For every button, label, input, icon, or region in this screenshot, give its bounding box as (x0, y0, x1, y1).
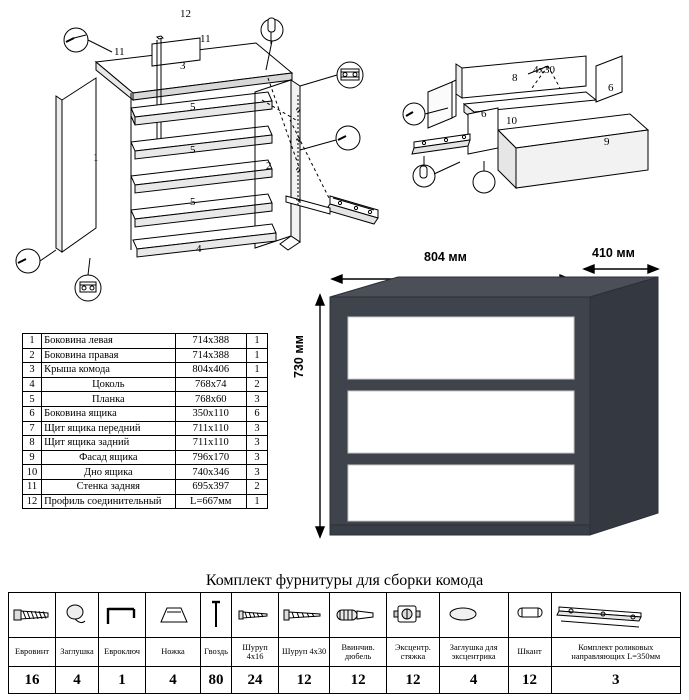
kit-count: 80 (201, 667, 232, 694)
cam-lock-icon (387, 593, 440, 638)
balloon-4: 4 (196, 243, 202, 255)
part-qty: 1 (246, 363, 267, 378)
table-row (23, 334, 268, 349)
table-row (23, 348, 268, 363)
kit-count: 24 (232, 667, 279, 694)
part-num: 12 (23, 494, 42, 509)
drawer-balloon-6-right: 6 (608, 82, 614, 94)
balloon-3: 3 (180, 60, 186, 72)
part-name: Профиль соединительный (42, 494, 176, 509)
drawer-balloon-8: 8 (512, 72, 518, 84)
part-qty: 6 (246, 406, 267, 421)
height-dimension-label: 730 мм (292, 335, 306, 378)
table-row (23, 479, 268, 494)
kit-label: Заглушка (56, 638, 99, 667)
part-qty: 3 (246, 421, 267, 436)
screw-4x16-icon (232, 593, 279, 638)
part-name: Боковина ящика (42, 406, 176, 421)
table-row (23, 494, 268, 509)
drawer-balloon-10: 10 (506, 115, 517, 127)
table-row (23, 450, 268, 465)
assembled-product-view (300, 245, 689, 570)
part-name: Планка (42, 392, 176, 407)
table-row (23, 392, 268, 407)
part-name: Дно ящика (42, 465, 176, 480)
kit-label: Гвоздь (201, 638, 232, 667)
part-name: Стенка задняя (42, 479, 176, 494)
allen-key-icon (99, 593, 146, 638)
part-size: 804х406 (175, 363, 246, 378)
drawer-slides-icon (551, 593, 680, 638)
table-row (23, 465, 268, 480)
kit-label: Шуруп 4х30 (279, 638, 330, 667)
kit-count: 12 (330, 667, 387, 694)
hardware-kit-table (8, 592, 681, 694)
euroscrew-icon (9, 593, 56, 638)
kit-icons-row (9, 593, 681, 638)
part-name: Щит ящика передний (42, 421, 176, 436)
balloon-5a: 5 (190, 101, 196, 113)
part-num: 2 (23, 348, 42, 363)
part-num: 9 (23, 450, 42, 465)
balloon-11-left: 11 (114, 46, 125, 58)
drawer-balloon-4x30: 4х30 (533, 64, 555, 76)
kit-labels-row (9, 638, 681, 667)
wooden-dowel-icon (508, 593, 551, 638)
part-size: 350х110 (175, 406, 246, 421)
depth-dimension-label: 410 мм (592, 246, 635, 260)
kit-label: Шкант (508, 638, 551, 667)
balloon-5b: 5 (190, 144, 196, 156)
part-qty: 1 (246, 494, 267, 509)
kit-count: 4 (56, 667, 99, 694)
drawer-balloon-6-left: 6 (481, 108, 487, 120)
part-name: Боковина правая (42, 348, 176, 363)
kit-count: 1 (99, 667, 146, 694)
kit-label: Евровинт (9, 638, 56, 667)
part-num: 1 (23, 334, 42, 349)
table-row (23, 406, 268, 421)
balloon-11-right: 11 (200, 33, 211, 45)
part-name: Щит ящика задний (42, 436, 176, 451)
part-qty: 3 (246, 465, 267, 480)
part-size: 740х346 (175, 465, 246, 480)
parts-table-body (23, 334, 268, 509)
cap-icon (56, 593, 99, 638)
kit-title: Комплект фурнитуры для сборки комода (205, 572, 484, 589)
table-row (23, 363, 268, 378)
kit-label: Ввинчив. дюбель (330, 638, 387, 667)
drawer-balloon-9: 9 (604, 136, 610, 148)
part-num: 7 (23, 421, 42, 436)
kit-label: Шуруп 4х16 (232, 638, 279, 667)
kit-label: Ножка (146, 638, 201, 667)
foot-icon (146, 593, 201, 638)
part-size: 796х170 (175, 450, 246, 465)
kit-count: 4 (439, 667, 508, 694)
part-qty: 3 (246, 392, 267, 407)
kit-label: Евроключ (99, 638, 146, 667)
table-row (23, 436, 268, 451)
part-size: 768х60 (175, 392, 246, 407)
balloon-1: 1 (93, 152, 99, 164)
part-qty: 2 (246, 479, 267, 494)
cam-cap-icon (439, 593, 508, 638)
kit-count: 12 (508, 667, 551, 694)
table-row (23, 421, 268, 436)
part-qty: 3 (246, 450, 267, 465)
part-name: Фасад ящика (42, 450, 176, 465)
part-qty: 2 (246, 377, 267, 392)
kit-counts-row (9, 667, 681, 694)
nail-icon (201, 593, 232, 638)
part-num: 3 (23, 363, 42, 378)
kit-label: Комплект роликовых направляющих L=350мм (551, 638, 680, 667)
drawer-exploded-drawing (400, 30, 689, 220)
part-num: 6 (23, 406, 42, 421)
kit-count: 3 (551, 667, 680, 694)
kit-label: Эксцентр. стяжка (387, 638, 440, 667)
kit-count: 16 (9, 667, 56, 694)
screw-4x30-icon (279, 593, 330, 638)
table-row (23, 377, 268, 392)
kit-count: 4 (146, 667, 201, 694)
balloon-12: 12 (180, 8, 191, 20)
balloon-5c: 5 (190, 196, 196, 208)
part-name: Цоколь (42, 377, 176, 392)
part-num: 5 (23, 392, 42, 407)
part-qty: 3 (246, 436, 267, 451)
kit-label: Заглушка для эксцентрика (439, 638, 508, 667)
part-name: Боковина левая (42, 334, 176, 349)
part-qty: 1 (246, 348, 267, 363)
dowel-screw-icon (330, 593, 387, 638)
part-num: 11 (23, 479, 42, 494)
part-size: L=667мм (175, 494, 246, 509)
part-num: 8 (23, 436, 42, 451)
kit-count: 12 (279, 667, 330, 694)
part-qty: 1 (246, 334, 267, 349)
part-size: 695х397 (175, 479, 246, 494)
parts-table (22, 333, 268, 509)
balloon-2: 2 (266, 160, 272, 172)
part-size: 768х74 (175, 377, 246, 392)
part-name: Крыша комода (42, 363, 176, 378)
kit-count: 12 (387, 667, 440, 694)
part-size: 711х110 (175, 421, 246, 436)
width-dimension-label: 804 мм (424, 250, 467, 264)
part-num: 4 (23, 377, 42, 392)
part-num: 10 (23, 465, 42, 480)
part-size: 711х110 (175, 436, 246, 451)
part-size: 714х388 (175, 348, 246, 363)
part-size: 714х388 (175, 334, 246, 349)
